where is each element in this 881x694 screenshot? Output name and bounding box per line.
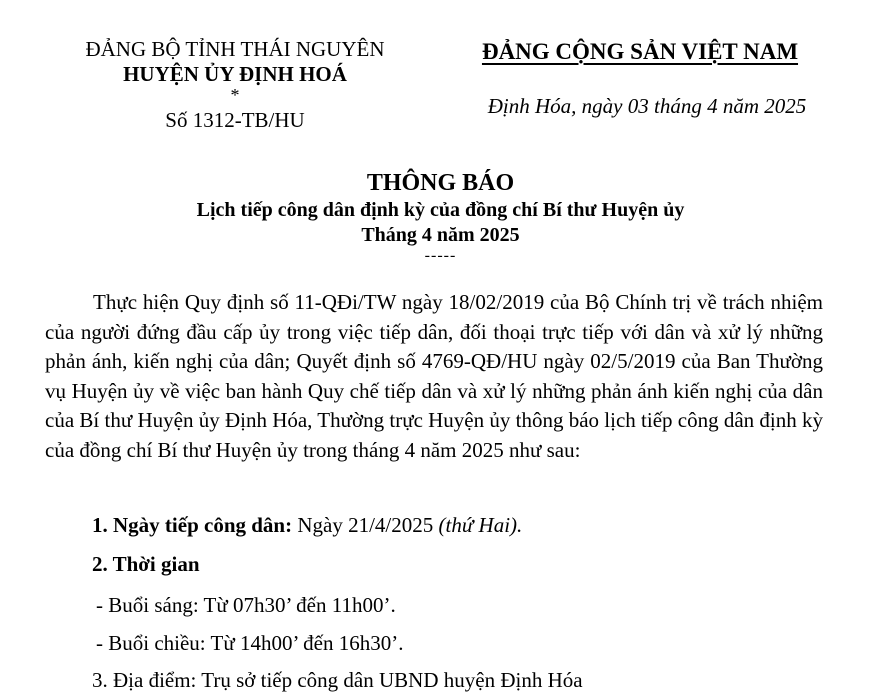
doc-subtitle-month: Tháng 4 năm 2025 — [361, 224, 520, 246]
doc-number: Số 1312-TB/HU — [165, 108, 305, 132]
reception-date-value: Ngày 21/4/2025 — [292, 513, 439, 537]
reception-date-line — [92, 511, 522, 539]
reception-date-label: 1. Ngày tiếp công dân: — [92, 513, 293, 537]
party-name: ĐẢNG CỘNG SẢN VIỆT NAM — [481, 39, 799, 64]
issuer-block — [40, 37, 430, 133]
star-separator: * — [230, 85, 240, 105]
national-block — [440, 38, 840, 120]
morning-session: - Buổi sáng: Từ 07h30’ đến 11h00’. — [96, 593, 396, 617]
time-heading: 2. Thời gian — [92, 552, 200, 576]
place-date: Định Hóa, ngày 03 tháng 4 năm 2025 — [487, 94, 807, 118]
intro-paragraph: Thực hiện Quy định số 11-QĐi/TW ngày 18/02/2019 của Bộ Chính trị về trách nhiệm của người đứng đầu cấp ủy trong việc tiếp dân, đối thoại trực tiếp với dân và xử lý những phản ánh, kiến nghị của dân; Quyết định số 4769-QĐ/HU ngày 02/5/2019 của Ban Thường vụ Huyện ủy về việc ban hành Quy chế tiếp dân và xử lý những phản ánh kiến nghị của dân của Bí thư Huyện ủy Định Hóa, Thường trực Huyện ủy thông báo lịch tiếp công dân định kỳ của đồng chí Bí thư Huyện ủy trong tháng 4 năm 2025 như sau: — [45, 290, 823, 462]
title-separator: ----- — [424, 247, 457, 264]
org-parent: ĐẢNG BỘ TỈNH THÁI NGUYÊN — [85, 37, 385, 61]
afternoon-session: - Buổi chiều: Từ 14h00’ đến 16h30’. — [96, 631, 404, 655]
reception-weekday: (thứ Hai). — [438, 513, 523, 537]
org-name: HUYỆN ỦY ĐỊNH HOÁ — [123, 62, 347, 86]
title-block — [0, 168, 881, 264]
doc-title: THÔNG BÁO — [366, 170, 515, 196]
location-line-partial: 3. Địa điểm: Trụ sở tiếp công dân UBND huyện Định Hóa — [92, 668, 583, 692]
doc-subtitle: Lịch tiếp công dân định kỳ của đồng chí Bí thư Huyện ủy — [196, 199, 685, 221]
